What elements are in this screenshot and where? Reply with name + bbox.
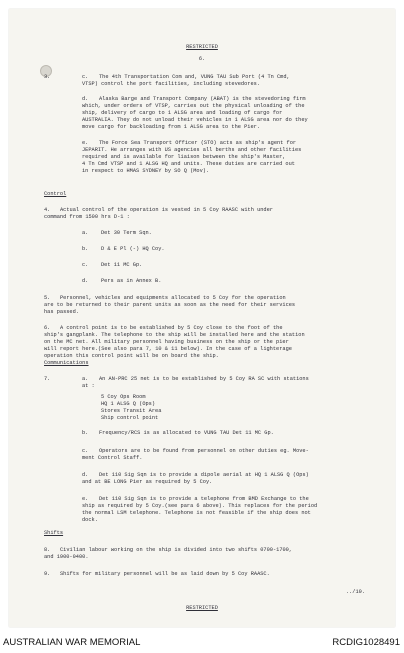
para-line: ship's gangplank. The telephone to the ship will be installed here and the station: [44, 332, 305, 338]
para-line: in respect to HMAS SYDNEY by SO Q (Mov).: [82, 168, 210, 174]
para-line: has passed.: [44, 309, 79, 315]
sub-letter: e.: [82, 140, 89, 146]
archive-footer: [0, 631, 404, 653]
para-line: and 1900-0400.: [44, 554, 89, 560]
para-line: and at BE LONG Pier as required by 5 Coy.: [82, 479, 213, 485]
document-page: [9, 9, 395, 627]
sub-letter: a.: [82, 376, 89, 382]
page-number: 6.: [198, 56, 206, 62]
para-line: Frequency/RCS is as allocated to VUNG TAU Det 11 MC Gp.: [99, 430, 274, 436]
section-heading-control: Control: [44, 191, 67, 197]
sub-letter: c.: [82, 262, 89, 268]
para-line: operation this control point will be on board the ship.: [44, 353, 219, 359]
para-number: 3.: [44, 74, 51, 80]
para-line: JEPARIT. He arranges with US agencies all berths and other facilities: [82, 147, 302, 153]
list-item: Det 11 MC Gp.: [101, 262, 143, 268]
sub-letter: e.: [82, 496, 89, 502]
para-line: The 4th Transportation Com and, VUNG TAU Sub Port (4 Tn Cmd,: [99, 74, 290, 80]
para-number: 4.: [44, 207, 51, 213]
list-item: Det 30 Term Sqn.: [101, 230, 152, 236]
continued-marker: ../10.: [345, 589, 365, 595]
para-line: Actual control of the operation is vested in 5 Coy RAASC with under: [60, 207, 273, 213]
para-line: An AN-PRC 25 net is to be established by 5 Coy RA SC with stations: [99, 376, 309, 382]
sub-letter: c.: [82, 448, 89, 454]
para-line: A control point is to be established by 5 Coy close to the foot of the: [60, 325, 283, 331]
para-line: VTSP) control the port facilities, including stevedores.: [82, 81, 261, 87]
section-heading-communications: Communications: [44, 360, 89, 366]
list-item: D & E Pl (-) HQ Coy.: [101, 246, 165, 252]
para-line: will report here.(See also para 7, 10 & 11 below). In the case of a lighterage: [44, 346, 292, 352]
para-line: are to be returned to their parent units as soon as the need for their services: [44, 302, 296, 308]
para-line: Civilian labour working on the ship is divided into two shifts 0700-1700,: [60, 547, 293, 553]
classification-top: RESTRICTED: [186, 44, 218, 50]
sub-letter: c.: [82, 74, 89, 80]
sub-letter: d.: [82, 278, 89, 284]
para-line: Det 110 Sig Sqn is to provide a telephone from BMD Exchange to the: [99, 496, 309, 502]
sub-letter: b.: [82, 246, 89, 252]
archive-id: RCDIG1028491: [332, 637, 400, 648]
para-line: command from 1500 hrs D-1 :: [44, 214, 130, 220]
para-line: ship as required by 5 Coy.(see para 6 above). This replaces for the period: [82, 503, 318, 509]
para-number: 8.: [44, 547, 51, 553]
sub-letter: d.: [82, 472, 89, 478]
classification-bottom: RESTRICTED: [186, 605, 218, 611]
para-line: AUSTRALIA. They do not unload their vehicles in 1 ALSG area nor do they: [82, 117, 308, 123]
para-number: 9.: [44, 571, 51, 577]
para-line: Operators are to be found from personnel on other duties eg. Move-: [99, 448, 309, 454]
para-line: 4 Tn Cmd VTSP and 1 ALSG HQ and units. These duties are carried out: [82, 161, 295, 167]
para-line: the normal LSM telephone. Telephone is not feasible if the ship does not: [82, 510, 311, 516]
station-item: Stores Transit Area: [101, 408, 162, 414]
para-line: move cargo for backloading from 1 ALSG area to the Pier.: [82, 124, 261, 130]
archive-name: AUSTRALIAN WAR MEMORIAL: [3, 637, 141, 648]
sub-letter: d.: [82, 96, 89, 102]
section-heading-shifts: Shifts: [44, 530, 64, 536]
para-line: Shifts for military personnel will be as laid down by 5 Coy RAASC.: [60, 571, 270, 577]
para-number: 6.: [44, 325, 51, 331]
list-item: Pers as in Annex B.: [101, 278, 162, 284]
para-number: 5.: [44, 295, 51, 301]
para-line: on the MC net. All military personnel having business on the ship or the pier: [44, 339, 289, 345]
para-line: dock.: [82, 517, 98, 523]
sub-letter: b.: [82, 430, 89, 436]
para-line: The Force Sea Transport Officer (STO) acts as ship's agent for: [99, 140, 297, 146]
para-number: 7.: [44, 376, 51, 382]
station-item: HQ 1 ALSG Q (Ops): [101, 401, 156, 407]
para-line: Alaska Barge and Transport Company (ABAT) is the stevedoring firm: [99, 96, 306, 102]
para-line: Personnel, vehicles and equipments allocated to 5 Coy for the operation: [60, 295, 286, 301]
para-line: Det 110 Sig Sqn is to provide a dipole aerial at HQ 1 ALSG Q (Ops): [99, 472, 309, 478]
para-line: required and is available for liaison between the ship's Master,: [82, 154, 286, 160]
para-line: which, under orders of VTSP, carries out the physical unloading of the: [82, 103, 305, 109]
para-line: ship, delivery of cargo to 1 ALSG area and loading of cargo for: [82, 110, 283, 116]
station-item: Ship control point: [101, 415, 159, 421]
para-line: at :: [82, 383, 95, 389]
para-line: ment Control Staff.: [82, 455, 143, 461]
sub-letter: a.: [82, 230, 89, 236]
station-item: 5 Coy Ops Room: [101, 394, 146, 400]
